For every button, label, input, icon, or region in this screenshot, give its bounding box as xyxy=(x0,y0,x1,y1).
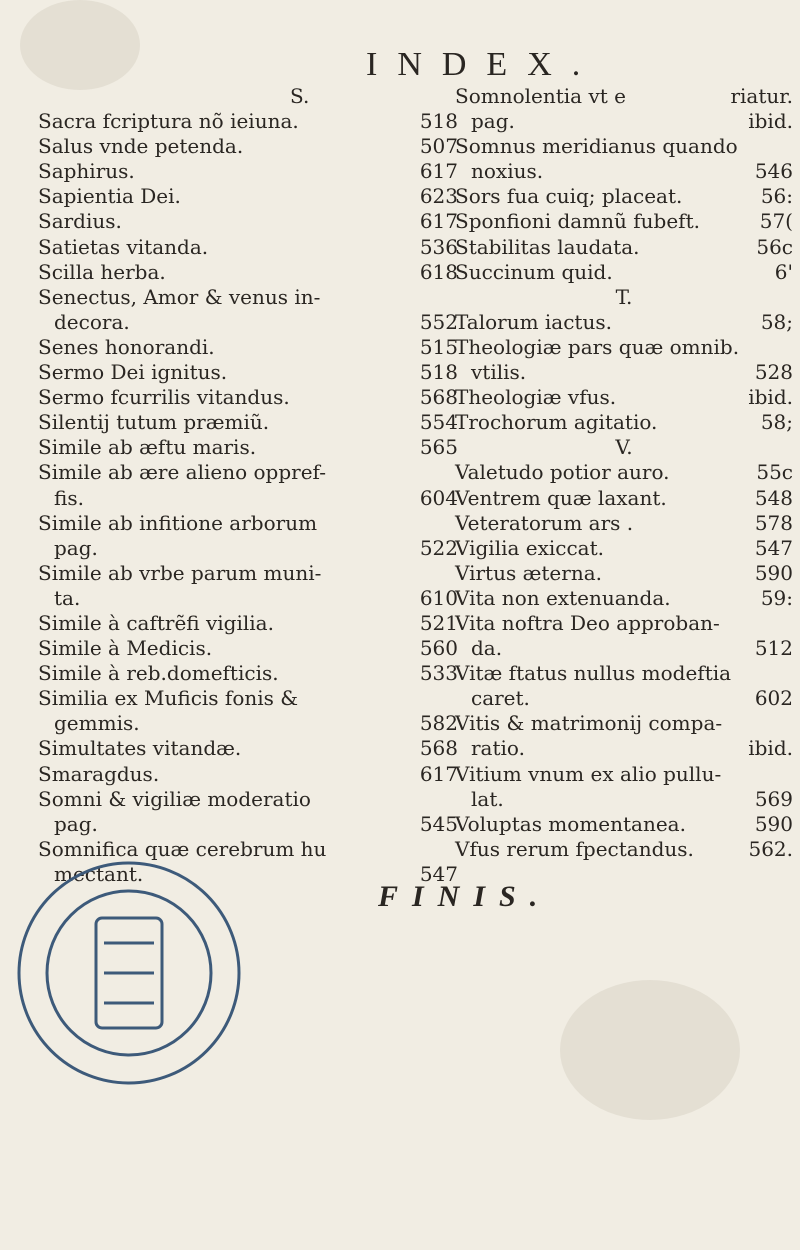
index-entry xyxy=(455,611,793,636)
index-column-right xyxy=(455,84,793,862)
entry-text: Simile à caftrẽfi vigilia. xyxy=(38,610,274,635)
entry-text: Valetudo potior auro. xyxy=(455,460,670,485)
entry-text: vtilis. xyxy=(471,360,527,385)
page-number: 518 xyxy=(419,360,458,385)
index-section-heading xyxy=(455,285,793,310)
entry-text: Somnifica quæ cerebrum hu xyxy=(38,836,327,861)
index-entry xyxy=(38,310,458,335)
index-entry xyxy=(38,385,458,410)
index-entry xyxy=(38,209,458,234)
page-number: 578 xyxy=(754,510,793,535)
index-entry xyxy=(38,285,458,310)
entry-text: ratio. xyxy=(471,736,525,761)
entry-text: Vitium vnum ex alio pullu- xyxy=(455,761,722,786)
page-number: 58; xyxy=(760,410,793,435)
entry-text: Virtus æterna. xyxy=(455,560,602,585)
entry-text: Vita noftra Deo approban- xyxy=(455,610,720,635)
page-number: 604 xyxy=(419,485,458,510)
index-entry xyxy=(38,460,458,485)
section-letter: S. xyxy=(290,84,310,108)
entry-text: Simile à reb.domefticis. xyxy=(38,661,279,686)
entry-text: pag. xyxy=(471,109,515,134)
page-number: 547 xyxy=(754,535,793,560)
page-number: 547 xyxy=(419,861,458,886)
entry-text: Senectus, Amor & venus in- xyxy=(38,284,321,309)
entry-text: Vitæ ftatus nullus modeftia xyxy=(455,661,732,686)
entry-text: Stabilitas laudata. xyxy=(455,234,640,259)
index-entry xyxy=(38,711,458,736)
entry-text: ta. xyxy=(54,585,81,610)
page-number: 623 xyxy=(419,184,458,209)
index-entry xyxy=(455,84,793,109)
page-number: 58; xyxy=(760,309,793,334)
index-entry xyxy=(455,586,793,611)
index-entry xyxy=(38,636,458,661)
page-number: 512 xyxy=(754,636,793,661)
page-number: 582 xyxy=(419,711,458,736)
entry-text: Talorum iactus. xyxy=(455,309,612,334)
entry-text: da. xyxy=(471,636,503,661)
entry-text: Smaragdus. xyxy=(38,761,160,786)
index-entry xyxy=(455,184,793,209)
paper-stain xyxy=(20,0,140,90)
index-entry xyxy=(38,736,458,761)
page-number: 6' xyxy=(774,259,793,284)
entry-text: Theologiæ vfus. xyxy=(455,385,617,410)
library-stamp-icon xyxy=(4,848,254,1098)
index-entry xyxy=(38,762,458,787)
page-number: 562. xyxy=(748,836,793,861)
index-entry xyxy=(455,561,793,586)
page-number: 568 xyxy=(419,736,458,761)
page-number: 59: xyxy=(760,585,793,610)
index-entry xyxy=(38,184,458,209)
page-number: 528 xyxy=(754,360,793,385)
entry-text: lat. xyxy=(471,786,504,811)
paper-stain xyxy=(560,980,740,1120)
index-entry xyxy=(38,686,458,711)
index-entry xyxy=(38,435,458,460)
index-entry xyxy=(38,661,458,686)
index-entry xyxy=(38,235,458,260)
entry-text: decora. xyxy=(54,309,130,334)
entry-text: Simile ab æftu maris. xyxy=(38,435,257,460)
entry-text: Succinum quid. xyxy=(455,259,613,284)
entry-text: Silentij tutum præmiũ. xyxy=(38,410,270,435)
entry-text: Sacra fcriptura nõ ieiuna. xyxy=(38,109,299,134)
index-entry xyxy=(38,109,458,134)
entry-text: Similia ex Muficis fonis & xyxy=(38,686,299,711)
section-letter: T. xyxy=(615,284,633,309)
entry-text: caret. xyxy=(471,686,530,711)
entry-text: gemmis. xyxy=(54,711,140,736)
page-number: 565 xyxy=(419,435,458,460)
entry-text: Senes honorandi. xyxy=(38,334,215,359)
index-entry xyxy=(455,536,793,561)
page-number: 617 xyxy=(419,159,458,184)
index-entry xyxy=(455,636,793,661)
entry-text: Vigilia exiccat. xyxy=(455,535,604,560)
index-title: INDEX. xyxy=(366,46,601,83)
index-entry xyxy=(455,736,793,761)
index-entry xyxy=(455,686,793,711)
page-number: 618 xyxy=(419,259,458,284)
index-entry xyxy=(455,837,793,862)
index-entry xyxy=(455,159,793,184)
page-number: 545 xyxy=(419,811,458,836)
index-entry xyxy=(455,310,793,335)
index-entry xyxy=(38,812,458,837)
entry-text: pag. xyxy=(54,535,98,560)
entry-text: mectant. xyxy=(54,861,144,886)
page-number: 617 xyxy=(419,761,458,786)
index-entry xyxy=(38,410,458,435)
index-entry xyxy=(38,134,458,159)
index-entry xyxy=(38,360,458,385)
entry-text: Vitis & matrimonij compa- xyxy=(455,711,723,736)
page-number: 552 xyxy=(419,309,458,334)
index-entry xyxy=(455,812,793,837)
page-number: 521 xyxy=(419,610,458,635)
index-entry xyxy=(38,561,458,586)
index-entry xyxy=(455,109,793,134)
page-number: riatur. xyxy=(730,84,793,108)
entry-text: Veteratorum ars . xyxy=(455,510,634,535)
index-section-heading xyxy=(455,435,793,460)
entry-text: pag. xyxy=(54,811,98,836)
page-number: 507 xyxy=(419,134,458,159)
index-entry xyxy=(38,586,458,611)
page-number: 55c xyxy=(756,460,793,485)
index-entry xyxy=(38,787,458,812)
page-number: 560 xyxy=(419,636,458,661)
entry-text: Voluptas momentanea. xyxy=(455,811,686,836)
index-entry xyxy=(455,360,793,385)
entry-text: Sardius. xyxy=(38,209,122,234)
entry-text: Sponfioni damnũ fubeft. xyxy=(455,209,700,234)
index-entry xyxy=(38,486,458,511)
index-entry xyxy=(455,260,793,285)
page-number: 522 xyxy=(419,535,458,560)
index-entry xyxy=(455,134,793,159)
page-number: 515 xyxy=(419,334,458,359)
entry-text: Sermo fcurrilis vitandus. xyxy=(38,385,290,410)
entry-text: Theologiæ pars quæ omnib. xyxy=(455,334,740,359)
entry-text: Somnolentia vt e xyxy=(455,84,626,108)
page-number: ibid. xyxy=(748,109,793,134)
entry-text: Somni & vigiliæ moderatio xyxy=(38,786,311,811)
index-entry xyxy=(455,787,793,812)
page-number: 57( xyxy=(759,209,793,234)
entry-text: Vfus rerum fpectandus. xyxy=(455,836,694,861)
index-entry xyxy=(38,611,458,636)
index-column-left xyxy=(38,84,458,887)
index-entry xyxy=(455,335,793,360)
index-entry xyxy=(38,335,458,360)
index-entry xyxy=(455,486,793,511)
entry-text: Sors fua cuiq; placeat. xyxy=(455,184,683,209)
page-number: 617 xyxy=(419,209,458,234)
page-number: 56c xyxy=(756,234,793,259)
finis-mark: FINIS. xyxy=(378,880,552,913)
entry-text: Sermo Dei ignitus. xyxy=(38,360,228,385)
index-section-heading xyxy=(38,84,458,109)
entry-text: Vita non extenuanda. xyxy=(455,585,671,610)
entry-text: Simile ab infitione arborum xyxy=(38,510,318,535)
page-number: 569 xyxy=(754,786,793,811)
page-number: 602 xyxy=(754,686,793,711)
page-number: 56: xyxy=(760,184,793,209)
page-number: 568 xyxy=(419,385,458,410)
page-number: 610 xyxy=(419,585,458,610)
index-entry xyxy=(455,410,793,435)
entry-text: Sapientia Dei. xyxy=(38,184,181,209)
index-entry xyxy=(455,209,793,234)
page-number: 518 xyxy=(419,109,458,134)
entry-text: fis. xyxy=(54,485,84,510)
entry-text: Simile à Medicis. xyxy=(38,636,213,661)
index-entry xyxy=(455,235,793,260)
index-entry xyxy=(455,661,793,686)
entry-text: Saphirus. xyxy=(38,159,135,184)
entry-text: noxius. xyxy=(471,159,544,184)
page-number: 536 xyxy=(419,234,458,259)
section-letter: V. xyxy=(615,435,633,460)
page-number: 590 xyxy=(754,560,793,585)
page-number: ibid. xyxy=(748,736,793,761)
page-number: 546 xyxy=(754,159,793,184)
page-number: 554 xyxy=(419,410,458,435)
index-entry xyxy=(455,385,793,410)
entry-text: Scilla herba. xyxy=(38,259,166,284)
entry-text: Salus vnde petenda. xyxy=(38,134,244,159)
page-number: 548 xyxy=(754,485,793,510)
index-entry xyxy=(38,536,458,561)
index-entry xyxy=(455,762,793,787)
page-number: 533 xyxy=(419,661,458,686)
index-entry xyxy=(38,159,458,184)
entry-text: Simile ab ære alieno oppref- xyxy=(38,460,327,485)
entry-text: Trochorum agitatio. xyxy=(455,410,658,435)
entry-text: Ventrem quæ laxant. xyxy=(455,485,667,510)
index-entry xyxy=(455,460,793,485)
page-number: ibid. xyxy=(748,385,793,410)
entry-text: Simile ab vrbe parum muni- xyxy=(38,560,322,585)
entry-text: Satietas vitanda. xyxy=(38,234,209,259)
index-entry xyxy=(38,260,458,285)
entry-text: Somnus meridianus quando xyxy=(455,134,738,159)
index-entry xyxy=(455,711,793,736)
entry-text: Simultates vitandæ. xyxy=(38,736,242,761)
index-entry xyxy=(38,511,458,536)
index-entry xyxy=(455,511,793,536)
page-number: 590 xyxy=(754,811,793,836)
